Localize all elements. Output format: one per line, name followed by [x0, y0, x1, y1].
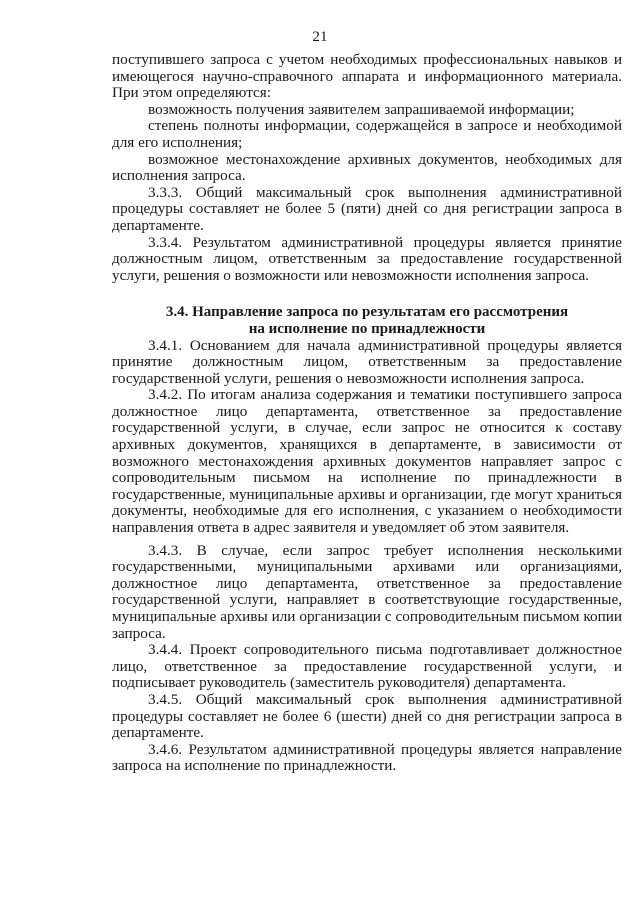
document-body [112, 52, 622, 775]
paragraph-3-4-2: 3.4.2. По итогам анализа содержания и тематики поступившего запроса должностное лицо департамента, ответственное за предоставление государственной услуги, в случае, если запрос не относится к составу архивных документов, хранящихся в департаменте, в зависимости от возможного местонахождения архивных документов направляет запрос с сопроводительным письмом на исполнение по принадлежности в государственные, муниципальные архивы и организации, где могут храниться документы, необходимые для его исполнения, с указанием о необходимости направления ответа в адрес заявителя и уведомляет об этом заявителя. [112, 386, 622, 537]
paragraph-3-4-1: 3.4.1. Основанием для начала административной процедуры является принятие должностным лицом, ответственным за предоставление государственной услуги, решения о невозможности исполнения запроса. [112, 336, 622, 387]
paragraph-3-3-4: 3.3.4. Результатом административной процедуры является принятие должностным лицом, ответственным за предоставление государственной услуги, решения о возможности или невозможности исполнения запроса. [112, 233, 622, 284]
paragraph-3-4-5: 3.4.5. Общий максимальный срок выполнения административной процедуры составляет не более 6 (шести) дней со дня регистрации запроса в департаменте. [112, 690, 622, 742]
paragraph-item-completeness: степень полноты информации, содержащейся в запросе и необходимой для его исполнения; [112, 117, 622, 151]
page-number: 21 [312, 28, 328, 45]
paragraph-3-3-3: 3.3.3. Общий максимальный срок выполнения административной процедуры составляет не более 5 (пяти) дней со дня регистрации запроса в департаменте. [112, 183, 622, 234]
section-heading-line-1: 3.4. Направление запроса по результатам его рассмотрения [165, 304, 569, 321]
section-heading-3-4 [112, 304, 622, 337]
paragraph-3-4-3: 3.4.3. В случае, если запрос требует исполнения несколькими государственными, муниципальными архивами или организациями, должностное лицо департамента, ответственное за предоставление государственной услуги, направляет в соответствующие государственные, муниципальные архивы или организации с сопроводительным письмом копии запроса. [112, 541, 622, 642]
section-heading-line-2: на исполнение по принадлежности [248, 320, 486, 337]
paragraph-3-4-6: 3.4.6. Результатом административной процедуры является направление запроса на исполнение по принадлежности. [112, 740, 622, 775]
paragraph-3-4-4: 3.4.4. Проект сопроводительного письма подготавливает должностное лицо, ответственное за предоставление государственной услуги, и подписывает руководитель (заместитель руководителя) департамента. [112, 641, 622, 692]
paragraph-item-possibility: возможность получения заявителем запрашиваемой информации; [148, 100, 575, 118]
paragraph-item-location: возможное местонахождение архивных документов, необходимых для исполнения запроса. [112, 150, 622, 185]
paragraph-intro: поступившего запроса с учетом необходимых профессиональных навыков и имеющегося научно-справочного аппарата и информационного материала. При этом определяются: [112, 51, 622, 102]
